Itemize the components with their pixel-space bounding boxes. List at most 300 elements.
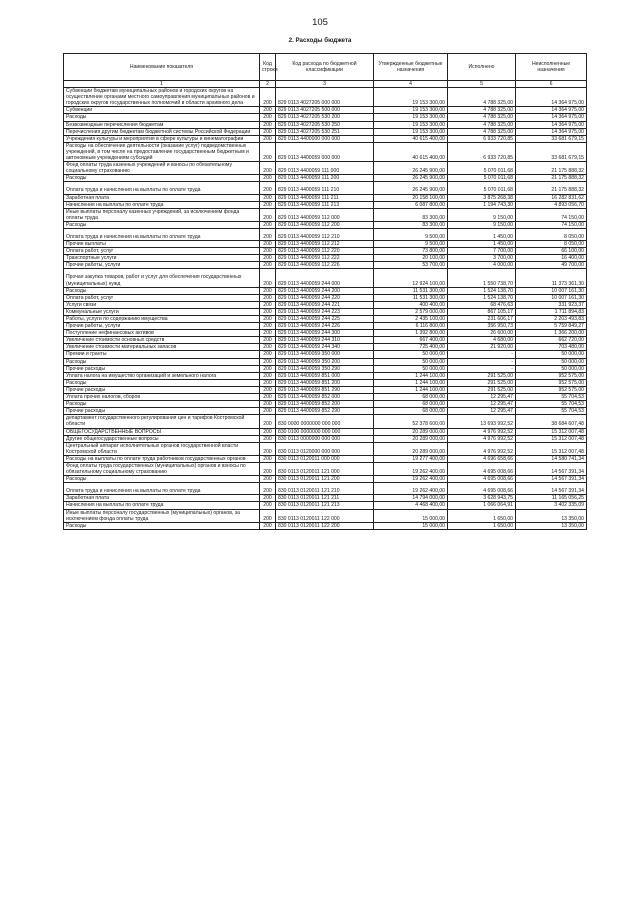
row-code: 200 [260, 194, 276, 201]
row-approved: 20 289 000,00 [374, 428, 448, 435]
row-approved: 14 794 000,00 [374, 495, 448, 502]
row-approved: 15 000,00 [374, 522, 448, 529]
table-row [64, 372, 587, 379]
row-unexecuted: 703 480,00 [516, 344, 587, 351]
table-row [64, 255, 587, 262]
row-unexecuted: 14 567 391,34 [516, 462, 587, 475]
row-executed: 1 524 138,70 [448, 287, 516, 294]
row-executed: 3 875 268,38 [448, 194, 516, 201]
row-executed: 3 700,00 [448, 255, 516, 262]
row-code: 200 [260, 294, 276, 301]
table-row [64, 323, 587, 330]
row-code: 200 [260, 428, 276, 435]
row-classification: 829 0113 4400059 111 211 [276, 194, 374, 201]
row-approved: 19 262 400,00 [374, 483, 448, 495]
row-unexecuted: 49 700,00 [516, 262, 587, 269]
row-name: Прочие работы, услуги [64, 262, 260, 269]
row-executed: 4 788 325,00 [448, 88, 516, 107]
row-executed: 4 788 325,00 [448, 121, 516, 128]
row-code: 200 [260, 358, 276, 365]
row-classification: 829 0113 4400059 111 200 [276, 175, 374, 182]
row-executed: 1 066 064,91 [448, 502, 516, 509]
row-name: Прочие выплаты [64, 241, 260, 248]
row-name: Прочие расходы [64, 408, 260, 415]
row-classification: 829 0113 4400059 852 290 [276, 408, 374, 415]
row-code: 200 [260, 344, 276, 351]
row-code: 200 [260, 408, 276, 415]
row-name: Расходы [64, 175, 260, 182]
row-approved: 20 289 000,00 [374, 442, 448, 455]
row-unexecuted: 331 923,37 [516, 301, 587, 308]
row-name: Иные выплаты персоналу государственных (муниципальных) органов, за исключением фонда оплаты труда [64, 509, 260, 522]
row-classification: 829 0113 4400059 111 210 [276, 182, 374, 194]
row-unexecuted: 952 575,00 [516, 372, 587, 379]
row-approved: 19 153 300,00 [374, 88, 448, 107]
row-classification: 830 0113 0120011 121 000 [276, 462, 374, 475]
row-name: Безвозмездные перечисления бюджетам [64, 121, 260, 128]
page-number: 105 [312, 17, 328, 28]
row-name: Другие общегосударственные вопросы [64, 435, 260, 442]
row-classification: 829 0113 4400059 851 200 [276, 379, 374, 386]
row-name: Оплата труда и начисления на выплаты по оплате труда [64, 228, 260, 240]
row-classification: 830 0100 0000000 000 000 [276, 428, 374, 435]
table-row [64, 476, 587, 483]
row-unexecuted: 21 175 888,32 [516, 182, 587, 194]
row-unexecuted: 13 350,00 [516, 522, 587, 529]
row-name: Поступление нефинансовых активов [64, 330, 260, 337]
column-number: 5 [448, 81, 516, 88]
row-unexecuted: 50 000,00 [516, 358, 587, 365]
row-approved: 2 579 000,00 [374, 308, 448, 315]
row-code: 200 [260, 415, 276, 428]
table-row [64, 316, 587, 323]
row-approved: 19 153 300,00 [374, 107, 448, 114]
row-approved: 1 244 100,00 [374, 372, 448, 379]
row-unexecuted: 14 364 975,00 [516, 107, 587, 114]
table-row [64, 401, 587, 408]
table-row [64, 175, 587, 182]
row-name: Расходы на выплаты по оплате труда работников государственных органов [64, 455, 260, 462]
row-approved: 19 153 300,00 [374, 128, 448, 135]
row-code: 200 [260, 379, 276, 386]
row-code: 200 [260, 365, 276, 372]
row-code: 200 [260, 401, 276, 408]
row-executed: 3 628 943,75 [448, 495, 516, 502]
row-code: 200 [260, 394, 276, 401]
row-approved: 9 500,00 [374, 228, 448, 240]
row-unexecuted: 14 567 391,34 [516, 483, 587, 495]
table-row [64, 208, 587, 221]
row-executed: 291 525,00 [448, 379, 516, 386]
row-classification: 829 0113 4400059 244 200 [276, 287, 374, 294]
row-approved: 1 392 800,00 [374, 330, 448, 337]
column-number: 2 [260, 81, 276, 88]
row-approved: 19 153 300,00 [374, 121, 448, 128]
table-row [64, 135, 587, 142]
row-executed: 356 950,73 [448, 323, 516, 330]
table-body [64, 88, 587, 530]
row-approved: 9 500,00 [374, 241, 448, 248]
row-classification: 829 0113 4400059 244 226 [276, 323, 374, 330]
column-number-row [64, 81, 587, 88]
row-classification: 830 0113 0000000 000 000 [276, 435, 374, 442]
row-approved: 50 000,00 [374, 351, 448, 358]
row-name: Расходы [64, 401, 260, 408]
table-row [64, 509, 587, 522]
row-name: Премии и гранты [64, 351, 260, 358]
table-row [64, 121, 587, 128]
row-code: 200 [260, 162, 276, 175]
row-name: Фонд оплаты труда казенных учреждений и взносы по обязательному социальному страхованию [64, 162, 260, 175]
row-code: 200 [260, 287, 276, 294]
table-row [64, 201, 587, 208]
table-row [64, 428, 587, 435]
row-classification: 829 0113 4400059 112 220 [276, 248, 374, 255]
row-classification: 829 0113 4027205 530 250 [276, 121, 374, 128]
row-unexecuted: 74 150,00 [516, 208, 587, 221]
row-approved: 6 116 800,00 [374, 323, 448, 330]
row-approved: 26 245 900,00 [374, 162, 448, 175]
table-row [64, 221, 587, 228]
row-code: 200 [260, 522, 276, 529]
row-code: 200 [260, 301, 276, 308]
row-name: Начисления на выплаты по оплате труда [64, 502, 260, 509]
row-executed: 4 000,00 [448, 262, 516, 269]
row-unexecuted: 10 007 161,30 [516, 287, 587, 294]
row-executed: 4 976 992,52 [448, 435, 516, 442]
row-classification: 830 0113 0120011 121 211 [276, 495, 374, 502]
row-approved: 725 400,00 [374, 344, 448, 351]
row-code: 200 [260, 337, 276, 344]
table-row [64, 358, 587, 365]
row-name: Прочие расходы [64, 386, 260, 393]
row-unexecuted: 21 175 888,32 [516, 162, 587, 175]
row-executed: - [448, 358, 516, 365]
row-classification: 830 0113 0120011 122 200 [276, 522, 374, 529]
row-approved: 73 800,00 [374, 248, 448, 255]
row-executed: 4 788 325,00 [448, 107, 516, 114]
row-classification: 829 0113 4400059 851 290 [276, 386, 374, 393]
row-unexecuted: 14 364 975,00 [516, 114, 587, 121]
row-code: 200 [260, 121, 276, 128]
row-executed: - [448, 365, 516, 372]
row-approved: 83 300,00 [374, 221, 448, 228]
row-name: Расходы [64, 522, 260, 529]
row-classification: 829 0113 4400059 851 000 [276, 372, 374, 379]
row-code: 200 [260, 476, 276, 483]
row-approved: 400 400,00 [374, 301, 448, 308]
row-executed: 12 295,47 [448, 394, 516, 401]
table-row [64, 462, 587, 475]
row-unexecuted: 14 364 975,00 [516, 88, 587, 107]
column-number: 3 [276, 81, 374, 88]
table-row [64, 365, 587, 372]
table-row [64, 351, 587, 358]
row-classification: 829 0113 4027205 000 000 [276, 88, 374, 107]
row-executed: 9 150,00 [448, 221, 516, 228]
row-unexecuted: 11 373 361,30 [516, 269, 587, 287]
table-row [64, 394, 587, 401]
row-executed: 4 695 008,66 [448, 462, 516, 475]
row-classification: 829 0113 4400059 350 000 [276, 351, 374, 358]
row-executed: 231 606,17 [448, 316, 516, 323]
row-executed: 1 524 138,70 [448, 294, 516, 301]
row-code: 200 [260, 182, 276, 194]
row-code: 200 [260, 442, 276, 455]
row-name: Расходы на обеспечение деятельности (оказание услуг) подведомственных учреждений, в том числе на предоставление государственным бюджетным и автономным учреждениям субсидий [64, 142, 260, 161]
table-row [64, 386, 587, 393]
row-code: 200 [260, 262, 276, 269]
row-unexecuted: 33 681 679,15 [516, 142, 587, 161]
table-row [64, 88, 587, 107]
row-executed: 291 525,00 [448, 372, 516, 379]
row-executed: 12 295,47 [448, 401, 516, 408]
row-name: Оплата работ, услуг [64, 294, 260, 301]
row-executed: 4 788 325,00 [448, 128, 516, 135]
row-name: ОБЩЕГОСУДАРСТВЕННЫЕ ВОПРОСЫ [64, 428, 260, 435]
row-code: 200 [260, 435, 276, 442]
row-approved: 68 000,00 [374, 394, 448, 401]
row-unexecuted: 4 893 056,70 [516, 201, 587, 208]
row-code: 200 [260, 351, 276, 358]
row-unexecuted: 952 575,00 [516, 379, 587, 386]
row-executed: 1 194 743,30 [448, 201, 516, 208]
row-name: департамент государственного регулирования цен и тарифов Костромской области [64, 415, 260, 428]
row-classification: 829 0113 4400059 244 221 [276, 301, 374, 308]
row-name: Расходы [64, 358, 260, 365]
row-unexecuted: 14 364 975,00 [516, 121, 587, 128]
row-code: 200 [260, 175, 276, 182]
row-unexecuted: 15 312 007,48 [516, 435, 587, 442]
row-classification: 829 0113 4400059 244 220 [276, 294, 374, 301]
row-approved: 19 153 300,00 [374, 114, 448, 121]
row-code: 200 [260, 114, 276, 121]
row-executed: 4 695 008,66 [448, 476, 516, 483]
row-name: Прочие расходы [64, 365, 260, 372]
row-name: Центральный аппарат исполнительных органов государственной власти Костромской области [64, 442, 260, 455]
row-classification: 829 0113 4400059 244 310 [276, 337, 374, 344]
row-approved: 20 289 000,00 [374, 435, 448, 442]
row-name: Расходы [64, 114, 260, 121]
section-title: 2. Расходы бюджета [288, 37, 352, 44]
row-name: Расходы [64, 287, 260, 294]
row-name: Расходы [64, 221, 260, 228]
row-unexecuted: 8 050,00 [516, 228, 587, 240]
table-row [64, 408, 587, 415]
table-row [64, 330, 587, 337]
row-name: Прочая закупка товаров, работ и услуг для обеспечения государственных (муниципальных) нужд [64, 269, 260, 287]
row-approved: 19 262 400,00 [374, 462, 448, 475]
row-executed: 4 680,00 [448, 337, 516, 344]
row-unexecuted: 74 150,00 [516, 221, 587, 228]
row-name: Иные выплаты персоналу казенных учреждений, за исключением фонда оплаты труда [64, 208, 260, 221]
row-approved: 20 100,00 [374, 255, 448, 262]
row-unexecuted: 55 704,53 [516, 401, 587, 408]
row-name: Прочие работы, услуги [64, 323, 260, 330]
row-classification: 829 0113 4400059 244 225 [276, 316, 374, 323]
row-executed: 26 600,00 [448, 330, 516, 337]
row-classification: 829 0113 4400000 000 000 [276, 135, 374, 142]
row-name: Увеличение стоимости материальных запасов [64, 344, 260, 351]
row-executed: 12 295,47 [448, 408, 516, 415]
row-unexecuted: 14 567 391,34 [516, 476, 587, 483]
table-row [64, 435, 587, 442]
row-approved: 52 378 600,00 [374, 415, 448, 428]
row-executed: 4 695 008,66 [448, 483, 516, 495]
row-unexecuted: 952 575,00 [516, 386, 587, 393]
row-code: 200 [260, 455, 276, 462]
table-row [64, 502, 587, 509]
row-code: 200 [260, 228, 276, 240]
table-row [64, 142, 587, 161]
row-approved: 83 300,00 [374, 208, 448, 221]
table-row [64, 114, 587, 121]
row-unexecuted: 1 711 894,83 [516, 308, 587, 315]
row-classification: 829 0113 4400059 112 200 [276, 221, 374, 228]
row-name: Расходы [64, 476, 260, 483]
row-classification: 829 0113 4400059 852 000 [276, 394, 374, 401]
row-unexecuted: 66 100,00 [516, 248, 587, 255]
row-classification: 829 0113 4400059 244 000 [276, 269, 374, 287]
row-unexecuted: 13 350,00 [516, 509, 587, 522]
table-row [64, 344, 587, 351]
header-classification: Код расхода по бюджетной классификации [276, 54, 374, 81]
row-name: Заработная плата [64, 495, 260, 502]
row-approved: 40 615 400,00 [374, 142, 448, 161]
header-unexecuted: Неисполненные назначения [516, 54, 587, 81]
row-classification: 829 0113 4400059 112 222 [276, 255, 374, 262]
row-classification: 829 0113 4027205 530 251 [276, 128, 374, 135]
table-row [64, 248, 587, 255]
row-executed: 5 070 011,68 [448, 182, 516, 194]
row-executed: 13 693 992,52 [448, 415, 516, 428]
row-classification: 829 0113 4027205 530 200 [276, 114, 374, 121]
row-classification: 829 0113 4400059 244 300 [276, 330, 374, 337]
row-unexecuted: 55 704,53 [516, 394, 587, 401]
row-approved: 11 531 300,00 [374, 287, 448, 294]
header-name: Наименование показателя [64, 54, 260, 81]
row-code: 200 [260, 208, 276, 221]
row-executed: 1 550 738,70 [448, 269, 516, 287]
row-approved: 12 924 100,00 [374, 269, 448, 287]
row-name: Оплата труда и начисления на выплаты по оплате труда [64, 182, 260, 194]
row-classification: 829 0113 4400059 852 200 [276, 401, 374, 408]
row-unexecuted: 15 312 007,48 [516, 428, 587, 435]
row-code: 200 [260, 255, 276, 262]
row-executed: - [448, 351, 516, 358]
row-code: 200 [260, 495, 276, 502]
row-unexecuted: 14 580 741,34 [516, 455, 587, 462]
row-approved: 20 158 100,00 [374, 194, 448, 201]
row-unexecuted: 14 364 975,00 [516, 128, 587, 135]
row-classification: 829 0113 4400059 112 000 [276, 208, 374, 221]
row-executed: 4 976 992,52 [448, 442, 516, 455]
row-classification: 830 0113 0120011 000 000 [276, 455, 374, 462]
row-name: Фонд оплаты труда государственных (муниципальных) органов и взносы по обязательному социальному страхованию [64, 462, 260, 475]
row-executed: 1 450,00 [448, 228, 516, 240]
row-code: 200 [260, 142, 276, 161]
row-name: Субвенции бюджетам муниципальных районов и городских округов на осуществление органами местного самоуправления муниципальных районов и городских округов государственных полномочий в области архивного дела [64, 88, 260, 107]
table-row [64, 379, 587, 386]
row-unexecuted: 55 704,53 [516, 408, 587, 415]
row-executed: 68 476,63 [448, 301, 516, 308]
row-classification: 830 0113 0120011 122 000 [276, 509, 374, 522]
row-classification: 829 0113 4400059 244 223 [276, 308, 374, 315]
row-executed: 1 450,00 [448, 241, 516, 248]
row-code: 200 [260, 135, 276, 142]
row-classification: 830 0113 0120011 121 210 [276, 483, 374, 495]
row-executed: 291 525,00 [448, 386, 516, 393]
row-approved: 6 087 800,00 [374, 201, 448, 208]
row-executed: 5 070 011,68 [448, 175, 516, 182]
row-classification: 830 0113 0120000 000 000 [276, 442, 374, 455]
row-classification: 829 0113 4400059 350 290 [276, 365, 374, 372]
table-row [64, 495, 587, 502]
table-row [64, 107, 587, 114]
header-approved: Утвержденные бюджетные назначения [374, 54, 448, 81]
row-name: Услуги связи [64, 301, 260, 308]
row-executed: 9 150,00 [448, 208, 516, 221]
row-code: 200 [260, 88, 276, 107]
row-classification: 829 0113 4400059 112 210 [276, 228, 374, 240]
row-classification: 829 0113 4027205 500 000 [276, 107, 374, 114]
row-executed: 6 933 720,85 [448, 142, 516, 161]
row-executed: 21 920,00 [448, 344, 516, 351]
row-code: 200 [260, 386, 276, 393]
row-code: 200 [260, 128, 276, 135]
table-row [64, 162, 587, 175]
row-approved: 11 531 300,00 [374, 294, 448, 301]
row-approved: 15 000,00 [374, 509, 448, 522]
row-code: 200 [260, 502, 276, 509]
row-classification: 829 0113 4400059 111 000 [276, 162, 374, 175]
row-unexecuted: 33 681 679,15 [516, 135, 587, 142]
row-name: Транспортные услуги [64, 255, 260, 262]
row-approved: 4 468 400,00 [374, 502, 448, 509]
table-row [64, 241, 587, 248]
row-approved: 50 000,00 [374, 365, 448, 372]
row-name: Субвенции [64, 107, 260, 114]
table-row [64, 522, 587, 529]
row-code: 200 [260, 269, 276, 287]
row-approved: 53 700,00 [374, 262, 448, 269]
row-unexecuted: 50 000,00 [516, 365, 587, 372]
row-classification: 829 0113 4400059 112 212 [276, 241, 374, 248]
table-row [64, 483, 587, 495]
row-executed: 4 976 992,52 [448, 428, 516, 435]
row-code: 200 [260, 462, 276, 475]
row-name: Заработная плата [64, 194, 260, 201]
row-name: Учреждения культуры и мероприятия в сфере культуры и кинематографии [64, 135, 260, 142]
row-executed: 4 788 325,00 [448, 114, 516, 121]
row-approved: 19 262 400,00 [374, 476, 448, 483]
row-unexecuted: 50 000,00 [516, 351, 587, 358]
row-code: 200 [260, 483, 276, 495]
row-name: Оплата работ, услуг [64, 248, 260, 255]
header-code: Код строки [260, 54, 276, 81]
table-header-row [64, 54, 587, 81]
row-unexecuted: 38 684 607,48 [516, 415, 587, 428]
row-executed: 867 105,17 [448, 308, 516, 315]
row-executed: 1 650,00 [448, 522, 516, 529]
row-code: 200 [260, 372, 276, 379]
row-approved: 2 435 100,00 [374, 316, 448, 323]
table-row [64, 308, 587, 315]
row-unexecuted: 662 720,00 [516, 337, 587, 344]
row-unexecuted: 5 759 849,27 [516, 323, 587, 330]
row-unexecuted: 16 400,00 [516, 255, 587, 262]
row-unexecuted: 3 402 335,09 [516, 502, 587, 509]
